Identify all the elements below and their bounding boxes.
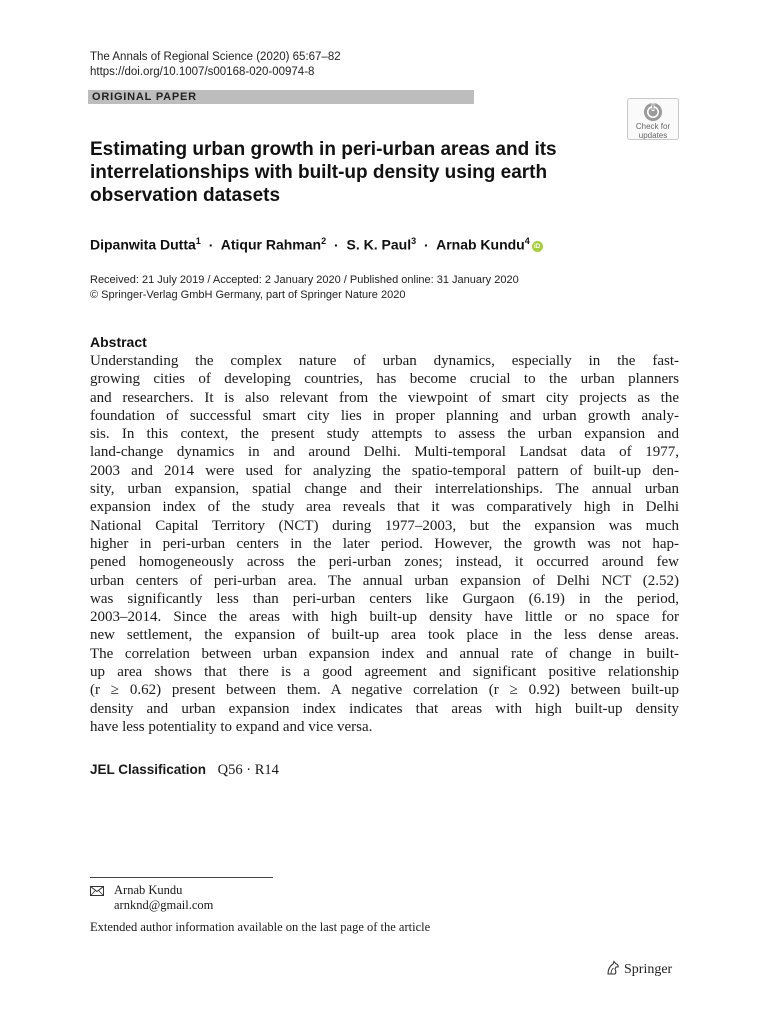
journal-citation: The Annals of Regional Science (2020) 65:67–82 <box>90 51 341 63</box>
abstract-line: have less potentiality to expand and vice versa. <box>90 718 373 735</box>
author-name[interactable]: S. K. Paul <box>346 236 412 253</box>
abstract-line: The correlation between urban expansion index and annual rate of change in built- <box>90 645 679 662</box>
author-affiliation: 3 <box>411 236 417 246</box>
jel-label: JEL Classification <box>90 762 207 777</box>
abstract-line: growing cities of developing countries, has become crucial to the urban planners <box>90 371 679 388</box>
envelope-icon <box>90 886 104 896</box>
author-affiliation: 1 <box>195 236 201 246</box>
author-separator: · <box>424 236 429 253</box>
abstract-line: Understanding the complex nature of urban dynamics, especially in the fast- <box>90 353 679 369</box>
abstract-heading: Abstract <box>90 334 147 350</box>
abstract-line: was significantly less than peri-urban centers like Gurgaon (6.19) in the period, <box>90 590 679 607</box>
abstract-line: National Capital Territory (NCT) during 1977–2003, but the expansion was much <box>90 517 679 534</box>
publication-dates <box>90 273 519 303</box>
check-updates-icon <box>643 102 663 122</box>
abstract-body <box>90 352 679 736</box>
abstract-line: 2003–2014. Since the areas with high built-up density have little or no space for <box>90 609 679 626</box>
author-name[interactable]: Atiqur Rahman <box>220 236 322 253</box>
abstract-line: up area shows that there is a good agreement and significant positive relationship <box>90 664 679 681</box>
publisher-name: Springer <box>624 962 673 977</box>
corresponding-author-name: Arnab Kundu <box>114 883 183 897</box>
article-type-banner: ORIGINAL PAPER <box>88 90 474 104</box>
copyright-line: © Springer-Verlag GmbH Germany, part of Springer Nature 2020 <box>90 289 406 301</box>
abstract-line: land-change dynamics in and around Delhi. Multi-temporal Landsat data of 1977, <box>90 444 679 461</box>
footnote-divider <box>90 877 273 878</box>
check-updates-label-2: updates <box>638 131 668 140</box>
abstract-line: 2003 and 2014 were used for analyzing the spatio-temporal pattern of built-up den- <box>90 462 679 479</box>
author-name[interactable]: Arnab Kundu <box>436 236 525 253</box>
abstract-line: sity, urban expansion, spatial change and their interrelationships. The annual urban <box>90 481 679 498</box>
author-name[interactable]: Dipanwita Dutta <box>90 236 196 253</box>
dates-line: Received: 21 July 2019 / Accepted: 2 January 2020 / Published online: 31 January 2020 <box>90 274 519 286</box>
journal-header <box>90 50 341 80</box>
abstract-line: sis. In this context, the present study attempts to assess the urban expansion and <box>90 426 679 443</box>
corresponding-author-email[interactable]: arnknd@gmail.com <box>114 898 214 912</box>
jel-codes: Q56 · R14 <box>217 762 279 778</box>
abstract-line: expansion index of the study area reveals that it was comparatively high in Delhi <box>90 499 679 516</box>
jel-classification <box>90 761 279 779</box>
abstract-line: higher in peri-urban centers in the later period. However, the growth was not hap- <box>90 535 679 552</box>
author-list <box>90 231 543 255</box>
abstract-line: density and urban expansion index indicates that areas with high built-up density <box>90 700 679 717</box>
abstract-line: (r ≥ 0.62) present between them. A negative correlation (r ≥ 0.92) between built-up <box>90 682 679 699</box>
article-title: Estimating urban growth in peri-urban areas and its interrelationships with built-up density using earth observation datasets <box>90 139 557 206</box>
publisher-logo <box>605 960 672 978</box>
author-separator: · <box>208 236 214 253</box>
author-affiliation: 2 <box>321 236 327 246</box>
author-separator: · <box>333 236 339 253</box>
springer-horse-icon <box>605 960 621 976</box>
check-for-updates-badge[interactable] <box>627 98 679 140</box>
orcid-icon[interactable]: iD <box>532 241 543 252</box>
check-updates-label-1: Check for <box>635 122 671 131</box>
extended-author-info: Extended author information available on the last page of the article <box>90 920 431 934</box>
abstract-line: pened homogeneously across the peri-urban zones; instead, it occurred around few <box>90 554 679 571</box>
author-affiliation: 4 <box>524 236 530 246</box>
abstract-line: new settlement, the expansion of built-up area took place in the less dense areas. <box>90 627 679 644</box>
abstract-line: urban centers of peri-urban area. The annual urban expansion of Delhi NCT (2.52) <box>90 572 679 589</box>
abstract-line: foundation of successful smart city lies in proper planning and urban growth analy- <box>90 407 679 424</box>
journal-doi[interactable]: https://doi.org/10.1007/s00168-020-00974-8 <box>90 66 315 78</box>
abstract-line: and researchers. It is also relevant from the viewpoint of smart city projects as the <box>90 389 679 406</box>
